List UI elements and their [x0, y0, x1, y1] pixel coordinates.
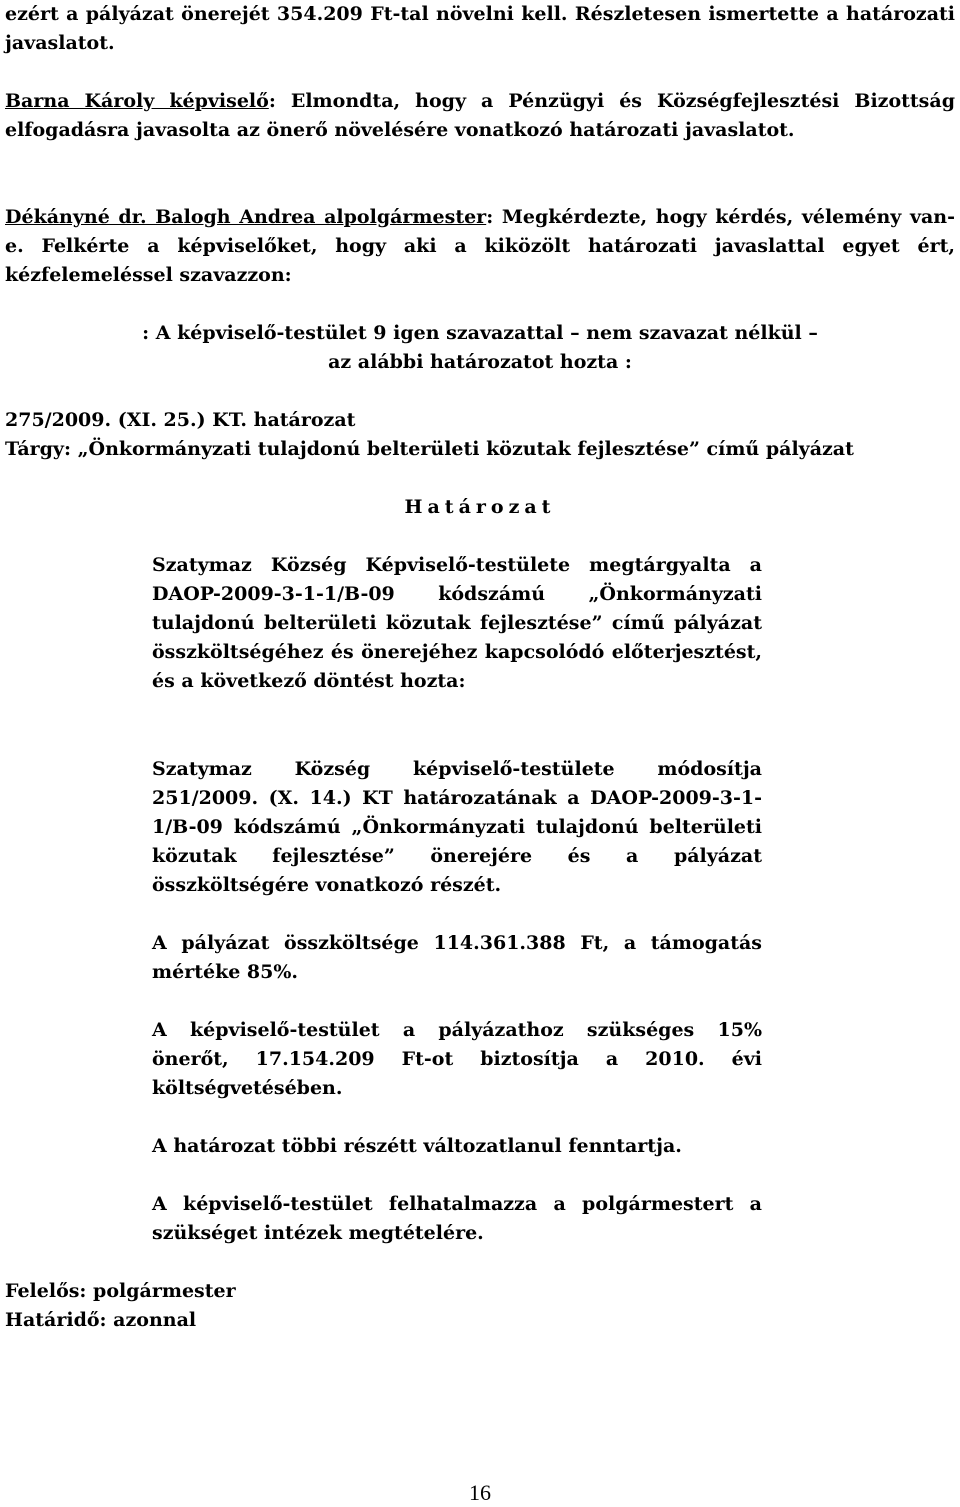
intro-paragraph [5, 0, 955, 58]
dekanyne-statement: : Megkérdezte, hogy kérdés, vélemény van-e. Felkérte a képviselőket, hogy aki a kiközölt határozati javaslattal egyet ért, kézfelemeléssel szavazzon: [5, 206, 955, 286]
vote-line-2: az alábbi határozatot hozta : [328, 351, 632, 373]
resolution-para-2: Szatymaz Község képviselő-testülete módosítja 251/2009. (X. 14.) KT határozatának a DAOP-2009-3-1-1/B-09 kódszámú „Önkormányzati tulajdonú belterületi közutak fejlesztése” önerejére és a pályázat összköltségére vonatkozó részét. [152, 758, 762, 896]
page-number: 16 [469, 1480, 491, 1505]
resolution-para-4: A képviselő-testület a pályázathoz szükséges 15% önerőt, 17.154.209 Ft-ot biztosítja a 2010. évi költségvetésében. [152, 1019, 762, 1099]
barna-paragraph [5, 87, 955, 145]
barna-statement: : Elmondta, hogy a Pénzügyi és Községfejlesztési Bizottság elfogadásra javasolta az önerő növelésére vonatkozó határozati javaslatot. [5, 90, 955, 141]
speaker-dekanyne: Dékányné dr. Balogh Andrea alpolgármester [5, 206, 487, 228]
resolution-para-5: A határozat többi részétt változatlanul fenntartja. [152, 1135, 682, 1157]
deadline-line: Határidő: azonnal [5, 1309, 197, 1331]
resolution-number: 275/2009. (XI. 25.) KT. határozat [5, 409, 356, 431]
responsible-line: Felelős: polgármester [5, 1280, 236, 1302]
dekanyne-paragraph [5, 203, 955, 290]
resolution-para-1: Szatymaz Község Képviselő-testülete megtárgyalta a DAOP-2009-3-1-1/B-09 kódszámú „Önkormányzati tulajdonú belterületi közutak fejlesztése” című pályázat összköltségéhez és önerejéhez kapcsolódó előterjesztést, és a következő döntést hozta: [152, 554, 762, 692]
vote-line-1: : A képviselő-testület 9 igen szavazattal – nem szavazat nélkül – [142, 322, 818, 344]
speaker-barna: Barna Károly képviselő [5, 90, 269, 112]
resolution-para-3: A pályázat összköltsége 114.361.388 Ft, a támogatás mértéke 85%. [152, 932, 762, 983]
intro-text: ezért a pályázat önerejét 354.209 Ft-tal növelni kell. Részletesen ismertette a határozati javaslatot. [5, 3, 955, 54]
resolution-subject: Tárgy: „Önkormányzati tulajdonú belterületi közutak fejlesztése” című pályázat [5, 438, 854, 460]
resolution-heading: Határozat [404, 496, 556, 518]
resolution-para-6: A képviselő-testület felhatalmazza a polgármestert a szükséget intézek megtételére. [152, 1193, 762, 1244]
vote-result [5, 319, 955, 377]
